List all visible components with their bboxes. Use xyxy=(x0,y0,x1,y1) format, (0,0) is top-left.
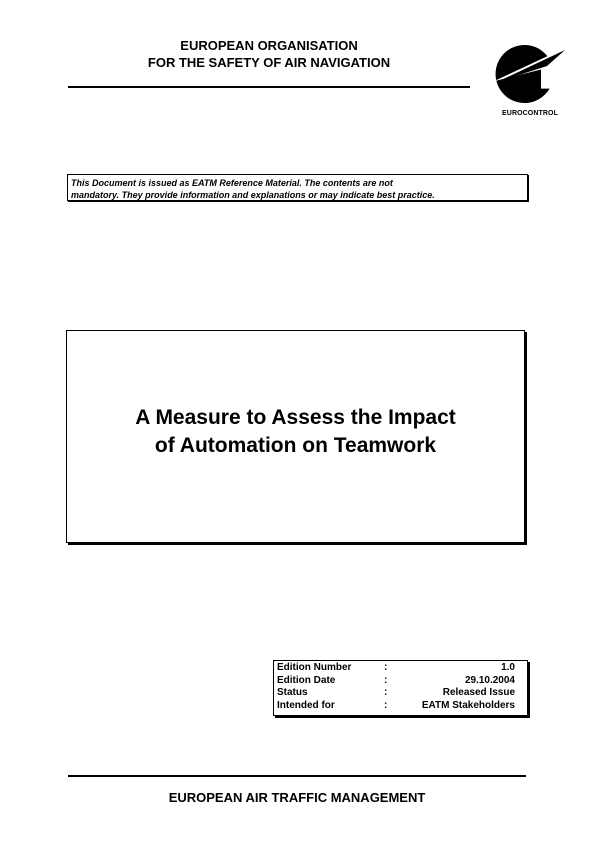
edition-row xyxy=(277,662,515,675)
logo-label: EUROCONTROL xyxy=(502,110,558,117)
header-divider xyxy=(68,86,470,88)
edition-row-label: Intended for xyxy=(277,700,335,712)
edition-row-colon: : xyxy=(384,662,388,673)
footer-divider xyxy=(68,775,526,777)
organisation-title-line-1: EUROPEAN ORGANISATION xyxy=(180,38,358,53)
edition-row-value: 1.0 xyxy=(501,662,515,673)
notice-line-1: This Document is issued as EATM Reference Material. The contents are not xyxy=(71,178,393,188)
eurocontrol-logo xyxy=(485,34,575,124)
edition-row xyxy=(277,687,515,700)
edition-row-colon: : xyxy=(384,687,388,699)
edition-row-value: EATM Stakeholders xyxy=(421,700,515,712)
edition-row-label: Status xyxy=(277,687,308,699)
edition-row-colon: : xyxy=(384,700,388,712)
edition-row xyxy=(277,700,515,713)
edition-info-box xyxy=(273,660,528,716)
organisation-title xyxy=(68,37,470,71)
organisation-title-line-2: FOR THE SAFETY OF AIR NAVIGATION xyxy=(147,55,391,70)
document-title-line-1: A Measure to Assess the Impact xyxy=(135,405,456,429)
edition-row-label: Edition Date xyxy=(277,674,336,686)
footer-title: EUROPEAN AIR TRAFFIC MANAGEMENT xyxy=(168,790,426,805)
document-title-line-2: of Automation on Teamwork xyxy=(154,433,437,457)
edition-row-value: 29.10.2004 xyxy=(464,674,515,686)
edition-row-value: Released Issue xyxy=(442,687,515,699)
document-title-box xyxy=(66,330,525,543)
document-title xyxy=(135,404,456,460)
reference-material-notice xyxy=(67,174,528,201)
eurocontrol-logo-icon xyxy=(485,34,575,112)
notice-line-2: mandatory. They provide information and explanations or may indicate best practice. xyxy=(71,190,435,200)
edition-row xyxy=(277,675,515,688)
edition-row-label: Edition Number xyxy=(277,662,352,673)
edition-row-colon: : xyxy=(384,674,388,686)
